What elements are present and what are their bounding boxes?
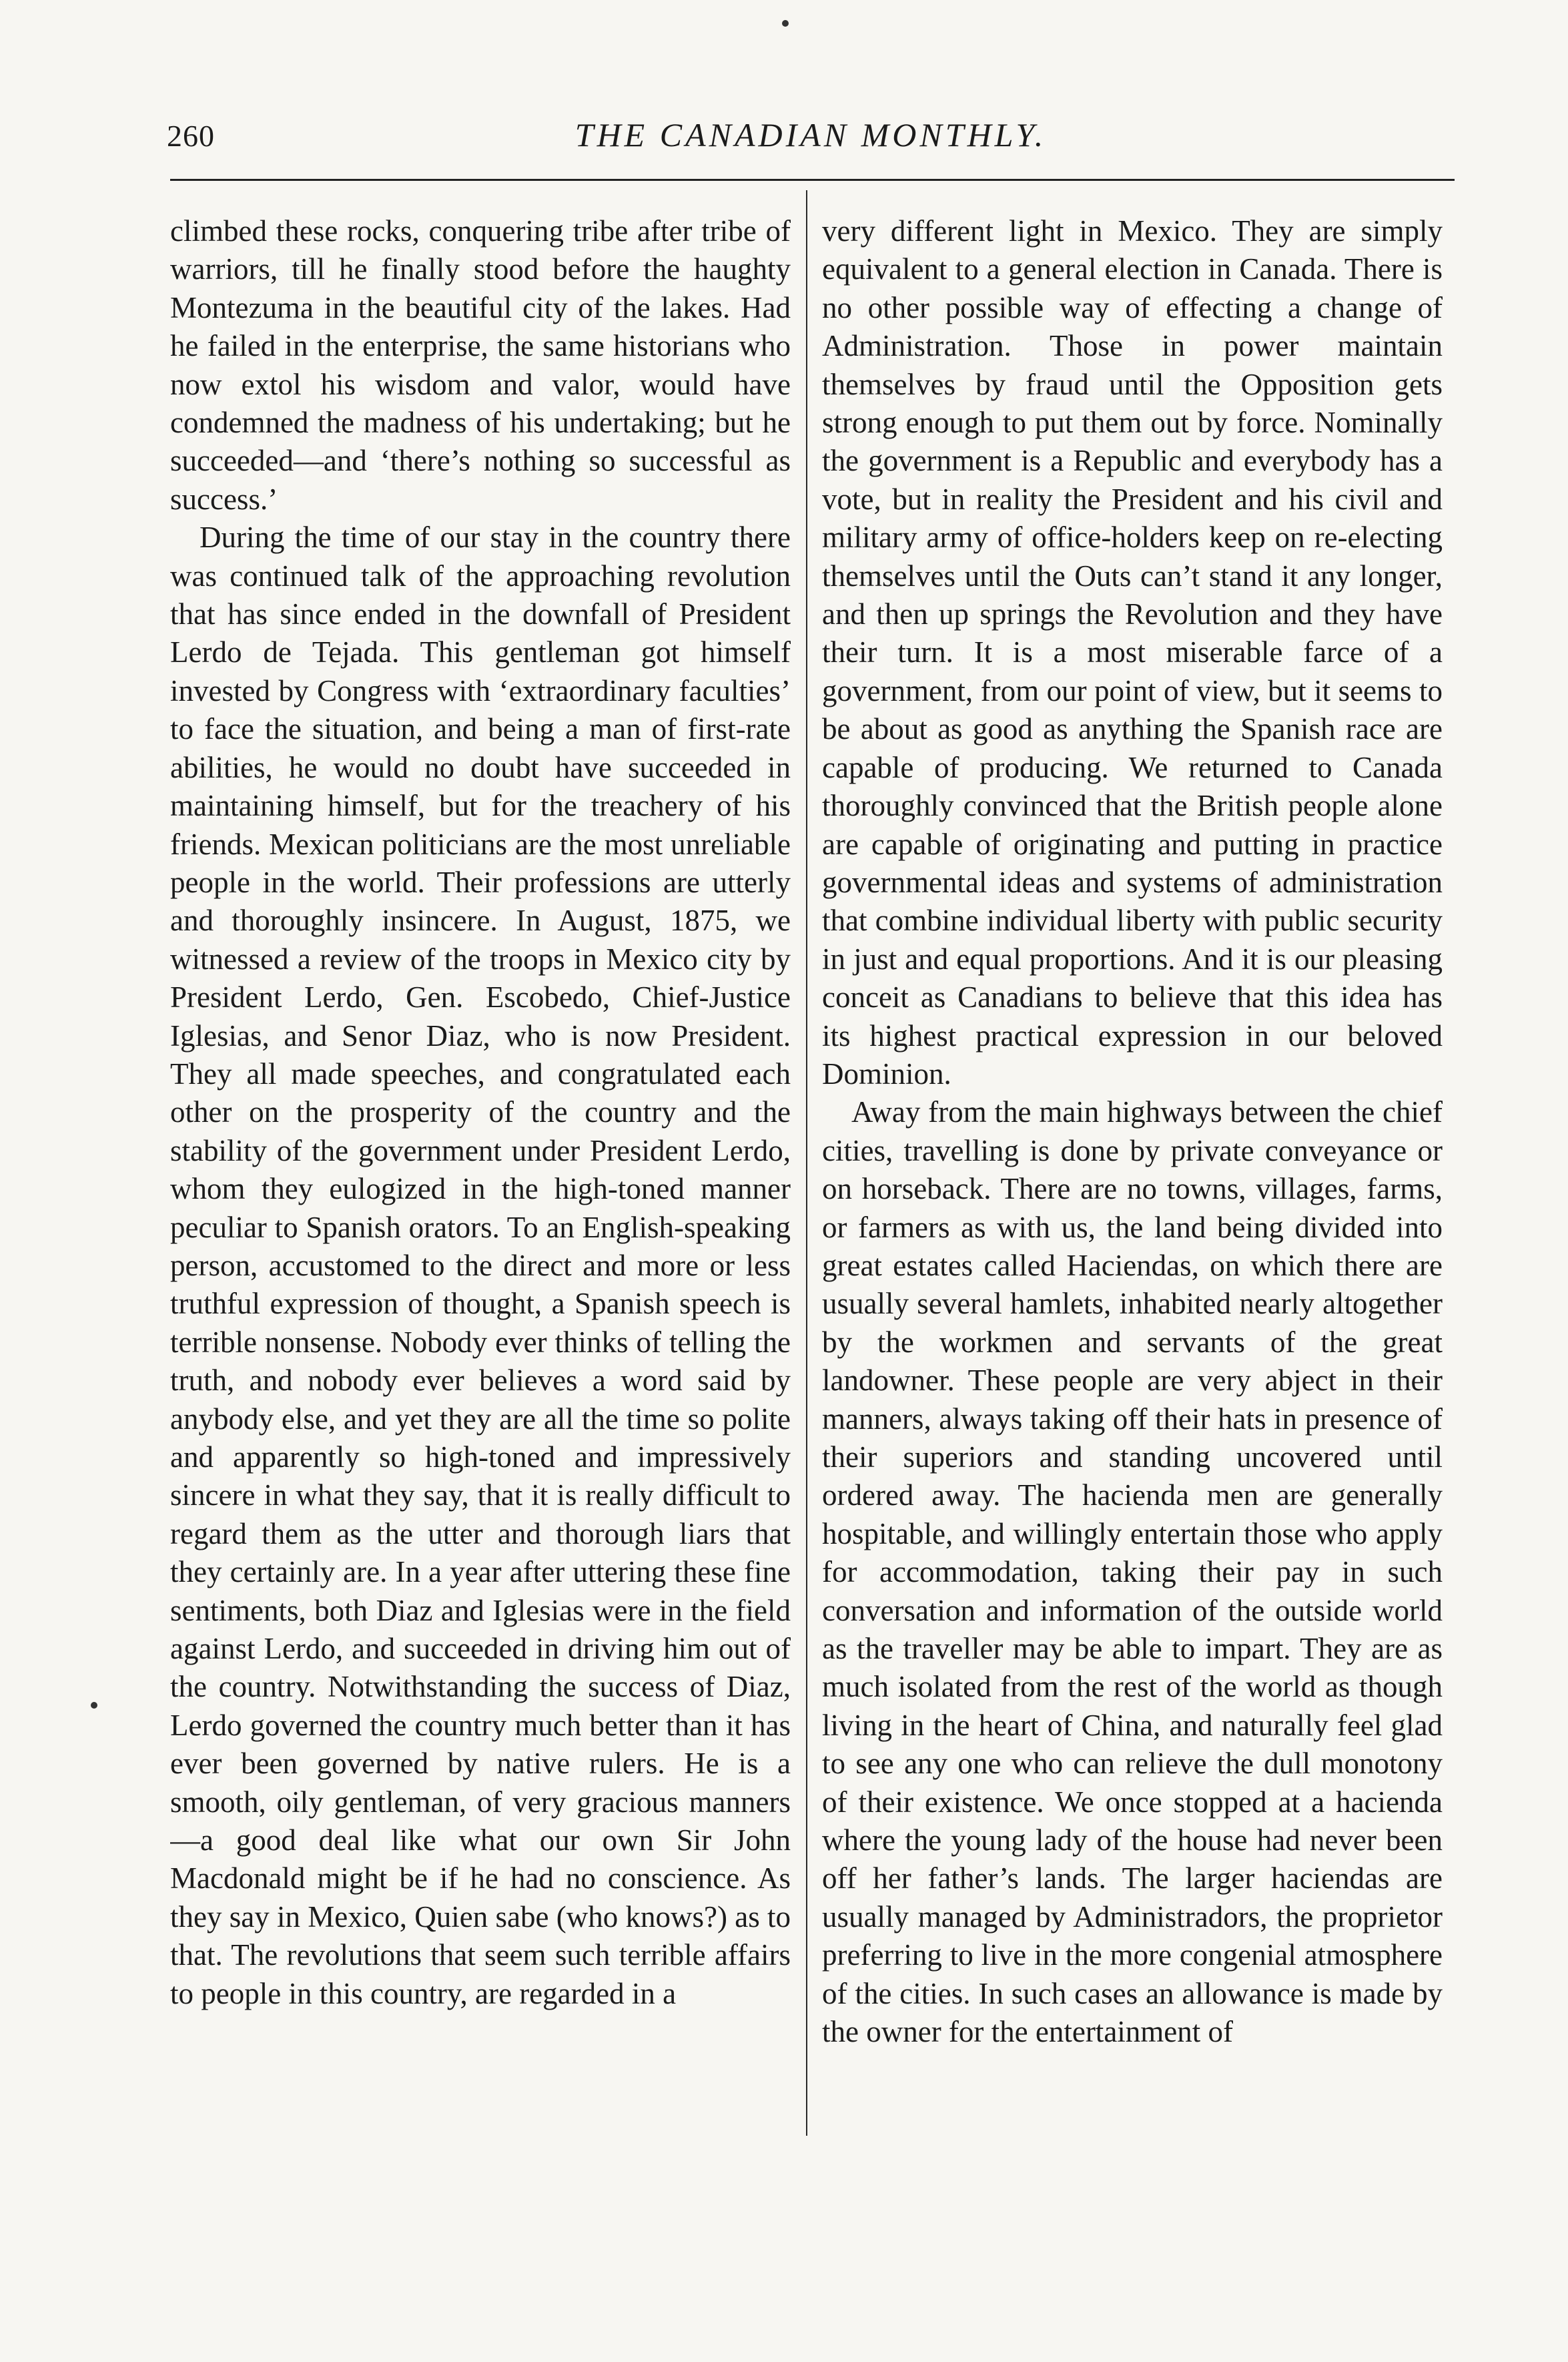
column-divider	[806, 190, 807, 2136]
left-column	[170, 212, 791, 2174]
paragraph: Away from the main highways between the chief cities, travelling is done by private conveyance or on horseback. There are no towns, villages, farms, or farmers as with us, the land being divided into great estates called Haciendas, on which there are usually several hamlets, inhabited nearly altogether by the workmen and servants of the great landowner. These people are very abject in their manners, always taking off their hats in presence of their superiors and standing uncovered until ordered away. The hacienda men are generally hospitable, and willingly entertain those who apply for accommodation, taking their pay in such conversation and information of the outside world as the traveller may be able to impart. They are as much isolated from the rest of the world as though living in the heart of China, and naturally feel glad to see any one who can relieve the dull monotony of their existence. We once stopped at a hacienda where the young lady of the house had never been off her father’s lands. The larger haciendas are usually managed by Administradors, the proprietor preferring to live in the more congenial atmosphere of the cities. In such cases an allowance is made by the owner for the entertainment of	[822, 1095, 1443, 2049]
paragraph: very different light in Mexico. They are simply equivalent to a general election in Canada. There is no other possible way of effecting a change of Administration. Those in power maintain themselves by fraud until the Opposition gets strong enough to put them out by force. Nominally the government is a Republic and everybody has a vote, but in reality the President and his civil and military army of office-holders keep on re-electing themselves until the Outs can’t stand it any longer, and then up springs the Revolution and they have their turn. It is a most miserable farce of a government, from our point of view, but it seems to be about as good as anything the Spanish race are capable of producing. We returned to Canada thoroughly convinced that the British people alone are capable of originating and putting in practice governmental ideas and systems of administration that combine individual liberty with public security in just and equal proportions. And it is our pleasing conceit as Canadians to believe that this idea has its highest practical expression in our beloved Dominion.	[822, 214, 1443, 1091]
running-head	[167, 110, 1455, 164]
paragraph: climbed these rocks, conquering tribe after tribe of warriors, till he finally stood before the haughty Montezuma in the beautiful city of the lakes. Had he failed in the enterprise, the same historians who now extol his wisdom and valor, would have condemned the madness of his undertaking; but he succeeded—and ‘there’s nothing so successful as success.’	[170, 214, 791, 516]
page-number: 260	[167, 119, 215, 153]
right-column	[822, 212, 1443, 2174]
margin-mark	[91, 1702, 97, 1709]
ink-speck	[782, 20, 789, 27]
header-rule	[170, 179, 1455, 181]
journal-title: THE CANADIAN MONTHLY.	[574, 116, 1047, 154]
paragraph: During the time of our stay in the country there was continued talk of the approaching revolution that has since ended in the downfall of President Lerdo de Tejada. This gentleman got himself invested by Congress with ‘extraordinary faculties’ to face the situation, and being a man of first-rate abilities, he would no doubt have succeeded in maintaining himself, but for the treachery of his friends. Mexican politicians are the most unreliable people in the world. Their professions are utterly and thoroughly insincere. In August, 1875, we witnessed a review of the troops in Mexico city by President Lerdo, Gen. Escobedo, Chief-Justice Iglesias, and Senor Diaz, who is now President. They all made speeches, and congratulated each other on the prosperity of the country and the stability of the government under President Lerdo, whom they eulogized in the high-toned manner peculiar to Spanish orators. To an English-speaking person, accustomed to the direct and more or less truthful expression of thought, a Spanish speech is terrible nonsense. Nobody ever thinks of telling the truth, and nobody ever believes a word said by anybody else, and yet they are all the time so polite and apparently so high-toned and impressively sincere in what they say, that it is really difficult to regard them as the utter and thorough liars that they certainly are. In a year after uttering these fine sentiments, both Diaz and Iglesias were in the field against Lerdo, and succeeded in driving him out of the country. Notwithstanding the success of Diaz, Lerdo governed the country much better than it has ever been governed by native rulers. He is a smooth, oily gentleman, of very gracious manners—a good deal like what our own Sir John Macdonald might be if he had no conscience. As they say in Mexico, Quien sabe (who knows?) as to that. The revolutions that seem such terrible affairs to people in this country, are regarded in a	[170, 521, 791, 2010]
